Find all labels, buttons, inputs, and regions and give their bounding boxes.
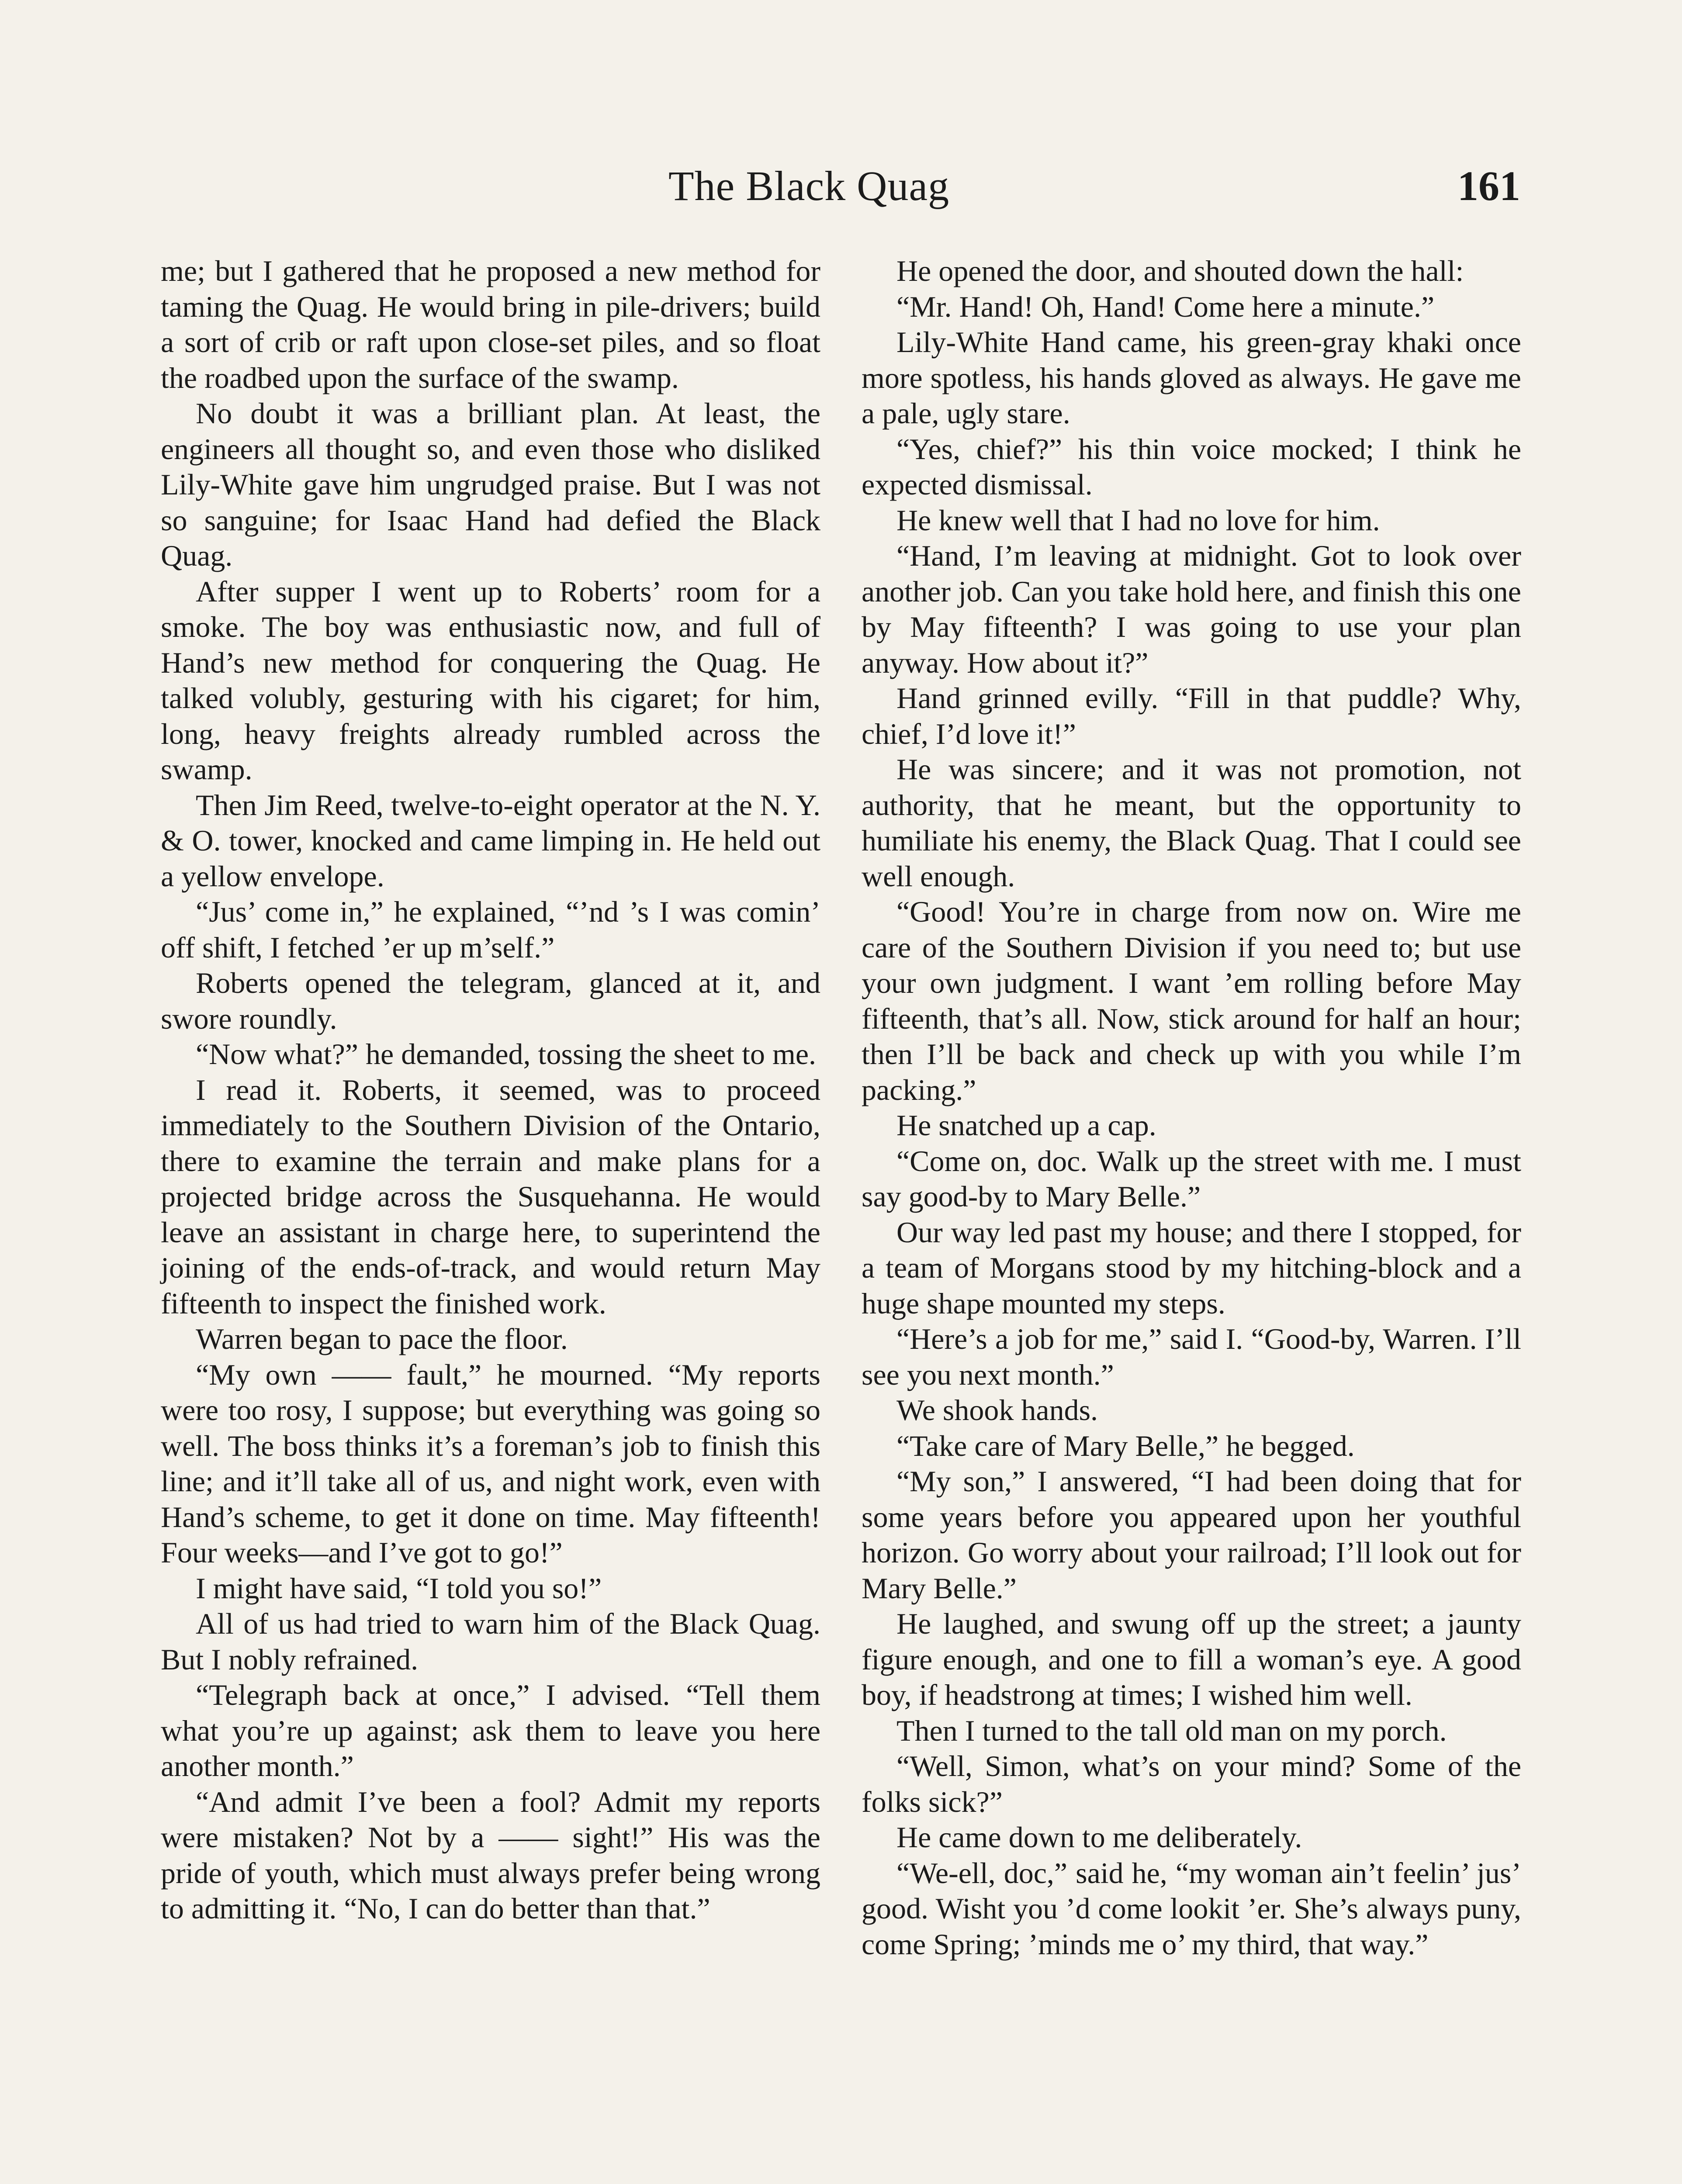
paragraph: Lily-White Hand came, his green-gray khaki once more spotless, his hands gloved as always. He gave me a pale, ugly stare. [862, 325, 1521, 430]
paragraph: He was sincere; and it was not promotion, not authority, that he meant, but the opportunity to humiliate his enemy, the Black Quag. That I could see well enough. [862, 753, 1521, 893]
paragraph: He laughed, and swung off up the street; a jaunty figure enough, and one to fill a woman’s eye. A good boy, if headstrong at times; I wished him well. [862, 1607, 1521, 1711]
paragraph: No doubt it was a brilliant plan. At least, the engineers all thought so, and even those who disliked Lily-White gave him ungrudged praise. But I was not so sanguine; for Isaac Hand had defied the Black Quag. [161, 397, 820, 572]
paragraph: Warren began to pace the floor. [196, 1322, 568, 1355]
paragraph: Our way led past my house; and there I stopped, for a team of Morgans stood by my hitching-block and a huge shape mounted my steps. [862, 1215, 1521, 1320]
paragraph: me; but I gathered that he proposed a new method for taming the Quag. He would bring in pile-drivers; build a sort of crib or raft upon close-set piles, and so float the roadbed upon the surface of the swamp. [161, 254, 820, 394]
paragraph: He snatched up a cap. [896, 1109, 1156, 1142]
paragraph: “Hand, I’m leaving at midnight. Got to look over another job. Can you take hold here, and finish this one by May fifteenth? I was going to use your plan anyway. How about it?” [862, 539, 1521, 679]
paragraph: “Now what?” he demanded, tossing the sheet to me. [196, 1037, 817, 1071]
paragraph: “Well, Simon, what’s on your mind? Some of the folks sick?” [862, 1749, 1521, 1818]
paragraph: Then Jim Reed, twelve-to-eight operator at the N. Y. & O. tower, knocked and came limping in. He held out a yellow envelope. [161, 788, 820, 893]
paragraph: “And admit I’ve been a fool? Admit my reports were mistaken? Not by a —— sight!” His was the pride of youth, which must always prefer being wrong to admitting it. “No, I can do better than that.” [161, 1785, 820, 1925]
paragraph: After supper I went up to Roberts’ room for a smoke. The boy was enthusiastic now, and full of Hand’s new method for conquering the Quag. He talked volubly, gesturing with his cigaret; for him, long, heavy freights already rumbled across the swamp. [161, 574, 820, 786]
paragraph: “Yes, chief?” his thin voice mocked; I think he expected dismissal. [862, 432, 1521, 501]
paragraph: I might have said, “I told you so!” [196, 1571, 602, 1605]
paragraph: “Come on, doc. Walk up the street with me. I must say good-by to Mary Belle.” [862, 1144, 1521, 1213]
paragraph: “Take care of Mary Belle,” he begged. [896, 1429, 1355, 1462]
page-number: 161 [1457, 162, 1520, 209]
paragraph: “Telegraph back at once,” I advised. “Tell them what you’re up against; ask them to leave you here another month.” [161, 1678, 820, 1783]
paragraph: All of us had tried to warn him of the Black Quag. But I nobly refrained. [161, 1607, 820, 1676]
paragraph: Roberts opened the telegram, glanced at it, and swore roundly. [161, 966, 820, 1035]
paragraph: I read it. Roberts, it seemed, was to proceed immediately to the Southern Division of the Ontario, there to examine the terrain and make plans for a projected bridge across the Susquehanna. He would leave an assistant in charge here, to superintend the joining of the ends-of-track, and would return May fifteenth to inspect the finished work. [161, 1073, 820, 1320]
paragraph: “My own —— fault,” he mourned. “My reports were too rosy, I suppose; but everything was going so well. The boss thinks it’s a foreman’s job to finish this line; and it’ll take all of us, and night work, even with Hand’s scheme, to get it done on time. May fifteenth! Four weeks—and I’ve got to go!” [161, 1358, 820, 1569]
paragraph: “Good! You’re in charge from now on. Wire me care of the Southern Division if you need to; but use your own judgment. I want ’em rolling before May fifteenth, that’s all. Now, stick around for half an hour; then I’ll be back and check up with you while I’m packing.” [862, 895, 1521, 1106]
paragraph: We shook hands. [896, 1393, 1098, 1427]
paragraph: Then I turned to the tall old man on my porch. [896, 1714, 1447, 1747]
paragraph: “Here’s a job for me,” said I. “Good-by, Warren. I’ll see you next month.” [862, 1322, 1521, 1391]
left-text-column [161, 253, 820, 1927]
paragraph: “Jus’ come in,” he explained, “’nd ’s I was comin’ off shift, I fetched ’er up m’self.” [161, 895, 820, 964]
paragraph: “Mr. Hand! Oh, Hand! Come here a minute.” [896, 290, 1435, 323]
paragraph: “We-ell, doc,” said he, “my woman ain’t feelin’ jus’ good. Wisht you ’d come lookit ’er. She’s always puny, come Spring; ’minds me o’ my third, that way.” [862, 1856, 1521, 1961]
right-text-column [862, 253, 1521, 1962]
paragraph: He opened the door, and shouted down the hall: [896, 254, 1464, 287]
paragraph: “My son,” I answered, “I had been doing that for some years before you appeared upon her youthful horizon. Go worry about your railroad; I’ll look out for Mary Belle.” [862, 1465, 1521, 1605]
paragraph: He knew well that I had no love for him. [896, 503, 1380, 537]
running-title: The Black Quag [668, 162, 950, 209]
paragraph: He came down to me deliberately. [896, 1821, 1302, 1854]
paragraph: Hand grinned evilly. “Fill in that puddle? Why, chief, I’d love it!” [862, 681, 1521, 750]
